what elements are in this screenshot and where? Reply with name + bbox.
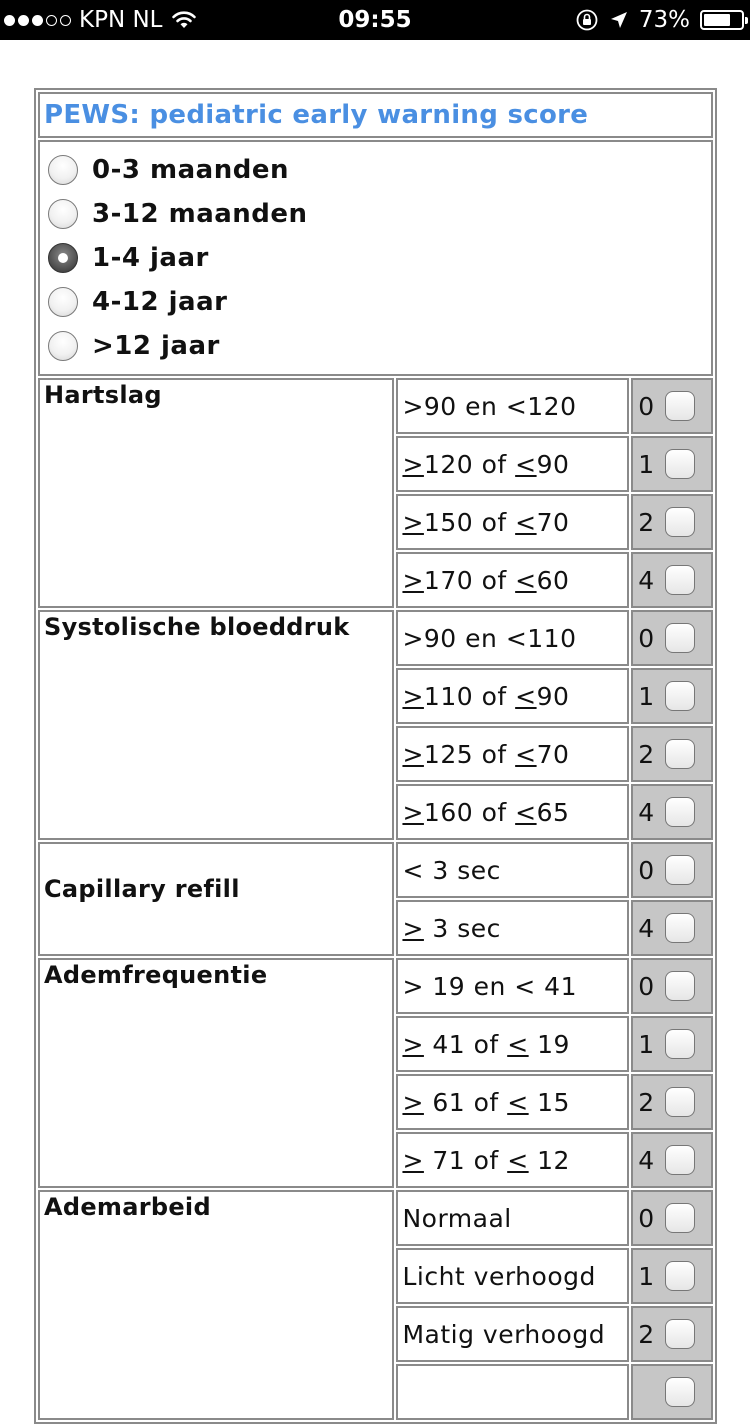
score-value: 0	[638, 1203, 655, 1233]
score-value: 0	[638, 391, 655, 421]
score-cell	[631, 378, 713, 434]
score-checkbox[interactable]	[665, 1261, 695, 1291]
score-cell	[631, 784, 713, 840]
criterion-text: >110 of <90	[396, 668, 629, 724]
age-group-row	[38, 140, 713, 376]
score-cell-inner	[633, 728, 711, 780]
score-cell-inner	[633, 1076, 711, 1128]
signal-strength-icon	[4, 15, 71, 26]
criterion-row	[38, 842, 713, 898]
age-option-label: >12 jaar	[92, 331, 220, 361]
score-value: 2	[638, 507, 655, 537]
score-cell-inner	[633, 1308, 711, 1360]
criterion-row	[38, 1190, 713, 1246]
age-option[interactable]	[48, 148, 707, 192]
battery-percent: 73%	[638, 7, 690, 33]
criterion-text: > 41 of < 19	[396, 1016, 629, 1072]
age-option[interactable]	[48, 192, 707, 236]
parameter-label: Ademfrequentie	[44, 961, 268, 989]
parameter-cell	[38, 958, 394, 1188]
score-cell	[631, 436, 713, 492]
score-checkbox[interactable]	[665, 855, 695, 885]
score-cell-inner	[633, 612, 711, 664]
score-checkbox[interactable]	[665, 971, 695, 1001]
score-cell	[631, 1248, 713, 1304]
pews-form-table	[34, 88, 717, 1424]
age-option-label: 4-12 jaar	[92, 287, 228, 317]
age-option[interactable]	[48, 280, 707, 324]
carrier-name: KPN NL	[79, 7, 163, 33]
age-option-label: 1-4 jaar	[92, 243, 209, 273]
score-cell	[631, 552, 713, 608]
score-value: 2	[638, 1087, 655, 1117]
score-cell	[631, 900, 713, 956]
radio-button[interactable]	[48, 155, 78, 185]
score-cell	[631, 1074, 713, 1130]
radio-button[interactable]	[48, 331, 78, 361]
score-value: 0	[638, 623, 655, 653]
score-cell-inner	[633, 496, 711, 548]
score-checkbox[interactable]	[665, 1319, 695, 1349]
score-value: 4	[638, 797, 655, 827]
score-cell	[631, 1132, 713, 1188]
score-cell	[631, 842, 713, 898]
score-cell-inner	[633, 554, 711, 606]
parameter-cell	[38, 610, 394, 840]
score-cell-inner	[633, 960, 711, 1012]
score-checkbox[interactable]	[665, 623, 695, 653]
age-option[interactable]	[48, 236, 707, 280]
score-cell	[631, 726, 713, 782]
score-value: 1	[638, 1029, 655, 1059]
score-checkbox[interactable]	[665, 391, 695, 421]
criterion-row	[38, 378, 713, 434]
score-cell	[631, 958, 713, 1014]
criterion-text: Normaal	[396, 1190, 629, 1246]
radio-button[interactable]	[48, 199, 78, 229]
score-cell	[631, 494, 713, 550]
status-bar	[0, 0, 750, 40]
score-checkbox[interactable]	[665, 1203, 695, 1233]
signal-dot	[32, 15, 43, 26]
criterion-text: > 19 en < 41	[396, 958, 629, 1014]
location-arrow-icon	[609, 10, 629, 30]
signal-dot	[18, 15, 29, 26]
score-value: 4	[638, 913, 655, 943]
score-checkbox[interactable]	[665, 565, 695, 595]
score-checkbox[interactable]	[665, 507, 695, 537]
score-cell	[631, 1306, 713, 1362]
parameter-cell	[38, 842, 394, 956]
score-cell-inner	[633, 1250, 711, 1302]
score-cell	[631, 610, 713, 666]
title-row	[38, 92, 713, 138]
score-cell-inner	[633, 438, 711, 490]
parameter-label: Ademarbeid	[44, 1193, 211, 1221]
criterion-text: Licht verhoogd	[396, 1248, 629, 1304]
clock: 09:55	[338, 7, 412, 33]
parameter-label: Hartslag	[44, 381, 162, 409]
criterion-text: >160 of <65	[396, 784, 629, 840]
age-option-label: 0-3 maanden	[92, 155, 289, 185]
criterion-text: >150 of <70	[396, 494, 629, 550]
criterion-row	[38, 958, 713, 1014]
signal-dot	[46, 15, 57, 26]
score-value: 4	[638, 1145, 655, 1175]
score-cell-inner	[633, 1366, 711, 1418]
score-cell-inner	[633, 670, 711, 722]
criterion-text: > 71 of < 12	[396, 1132, 629, 1188]
score-value: 1	[638, 1261, 655, 1291]
battery-icon	[700, 10, 744, 30]
criterion-text: >120 of <90	[396, 436, 629, 492]
score-cell-inner	[633, 902, 711, 954]
radio-button-checked[interactable]	[48, 243, 78, 273]
criterion-text: >90 en <120	[396, 378, 629, 434]
parameter-cell	[38, 1190, 394, 1420]
score-cell	[631, 1190, 713, 1246]
score-value: 1	[638, 449, 655, 479]
score-checkbox[interactable]	[665, 1087, 695, 1117]
battery-level	[704, 14, 730, 26]
criterion-text: Matig verhoogd	[396, 1306, 629, 1362]
score-checkbox[interactable]	[665, 913, 695, 943]
score-cell	[631, 1364, 713, 1420]
age-group-selector	[38, 140, 713, 376]
score-cell-inner	[633, 1192, 711, 1244]
criterion-text: >170 of <60	[396, 552, 629, 608]
status-right	[575, 0, 744, 40]
form-title: PEWS: pediatric early warning score	[44, 100, 589, 130]
criterion-text: >90 en <110	[396, 610, 629, 666]
status-left	[4, 0, 197, 40]
score-cell	[631, 1016, 713, 1072]
score-value: 2	[638, 739, 655, 769]
score-value: 2	[638, 1319, 655, 1349]
title-cell	[38, 92, 713, 138]
criterion-row	[38, 610, 713, 666]
criterion-text: >125 of <70	[396, 726, 629, 782]
parameter-cell	[38, 378, 394, 608]
score-checkbox[interactable]	[665, 739, 695, 769]
criterion-text: < 3 sec	[396, 842, 629, 898]
score-cell	[631, 668, 713, 724]
criterion-text	[396, 1364, 629, 1420]
criterion-text: > 61 of < 15	[396, 1074, 629, 1130]
criterion-text: > 3 sec	[396, 900, 629, 956]
age-option-label: 3-12 maanden	[92, 199, 308, 229]
score-checkbox[interactable]	[665, 1029, 695, 1059]
score-checkbox[interactable]	[665, 797, 695, 827]
score-cell-inner	[633, 380, 711, 432]
score-cell-inner	[633, 786, 711, 838]
score-checkbox[interactable]	[665, 681, 695, 711]
score-cell-inner	[633, 844, 711, 896]
score-checkbox[interactable]	[665, 449, 695, 479]
wifi-icon	[171, 10, 197, 30]
score-value: 0	[638, 855, 655, 885]
signal-dot	[60, 15, 71, 26]
parameter-label: Capillary refill	[44, 875, 240, 903]
parameter-label: Systolische bloeddruk	[44, 613, 350, 641]
radio-button[interactable]	[48, 287, 78, 317]
rotation-lock-icon	[575, 8, 599, 32]
score-checkbox[interactable]	[665, 1145, 695, 1175]
signal-dot	[4, 15, 15, 26]
score-value: 4	[638, 565, 655, 595]
score-cell-inner	[633, 1018, 711, 1070]
score-value: 0	[638, 971, 655, 1001]
score-cell-inner	[633, 1134, 711, 1186]
score-checkbox[interactable]	[665, 1377, 695, 1407]
age-option[interactable]	[48, 324, 707, 368]
score-value: 1	[638, 681, 655, 711]
